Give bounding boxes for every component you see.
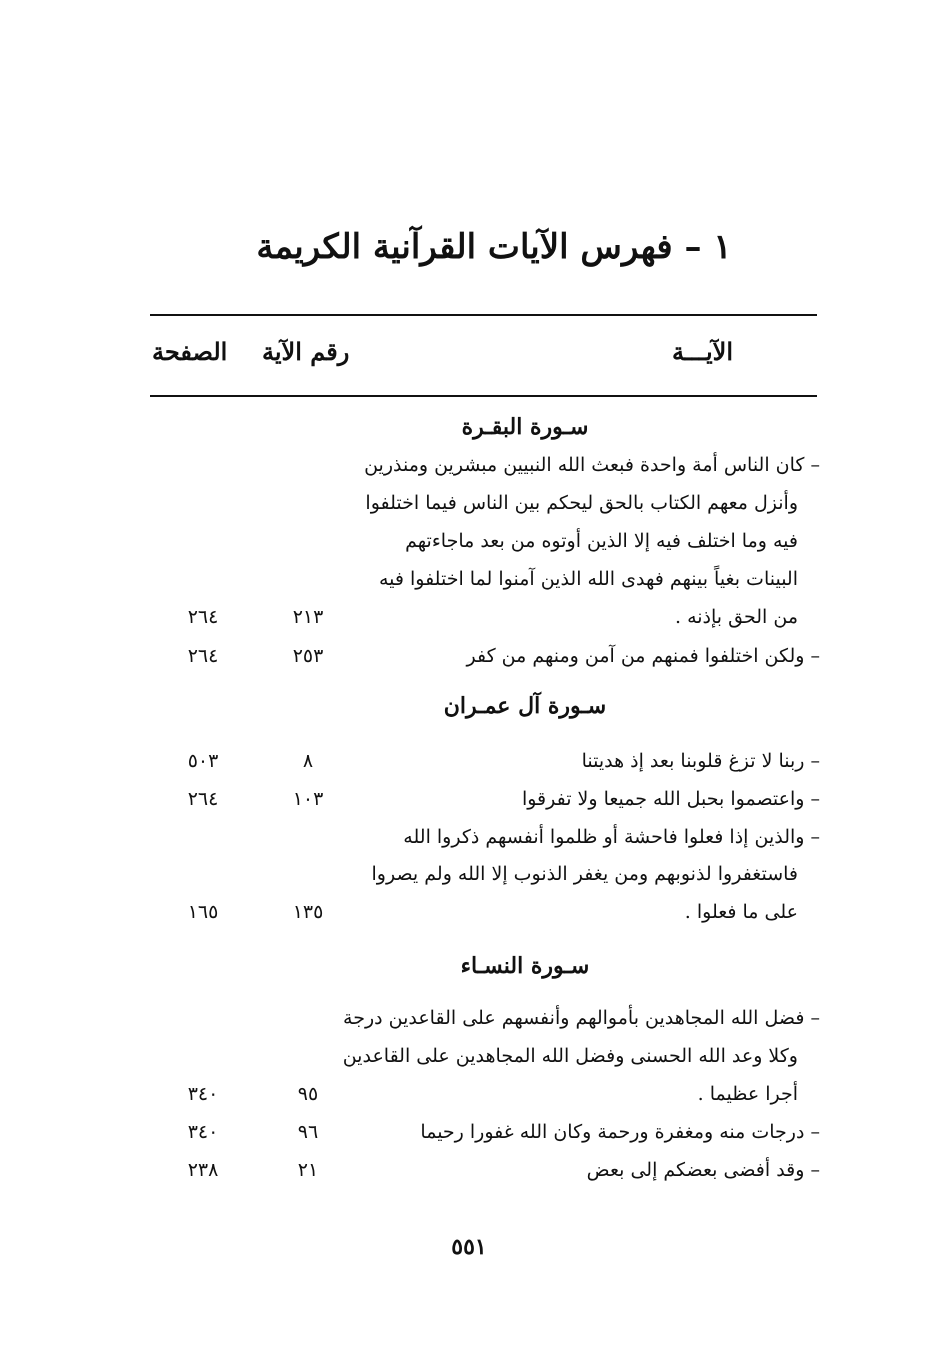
verse-line: – وقد أفضى بعضكم إلى بعض <box>360 1152 820 1188</box>
table-top-rule <box>150 314 817 316</box>
verse-number: ٩٦ <box>297 1121 319 1143</box>
column-header-page: الصفحة <box>152 337 228 366</box>
verse-line: على ما فعلوا . <box>684 901 798 923</box>
verse-line: – واعتصموا بحبل الله جميعا ولا تفرقوا <box>360 781 820 817</box>
verse-line: وأنزل معهم الكتاب بالحق ليحكم بين الناس فيما اختلفوا <box>365 492 798 514</box>
verse-line: فاستغفروا لذنوبهم ومن يغفر الذنوب إلا الله ولم يصروا <box>371 863 798 885</box>
column-header-verse: الآيـــة <box>672 337 733 366</box>
verse-number: ١٠٣ <box>292 788 324 810</box>
verse-line: – ولكن اختلفوا فمنهم من آمن ومنهم من كفر <box>360 638 820 674</box>
column-header-verse-number: رقم الآية <box>262 337 350 366</box>
surah-heading: سـورة آل عمـران <box>443 693 607 719</box>
verse-number: ٩٥ <box>297 1083 319 1105</box>
page-number: ٥٥١ <box>451 1234 487 1260</box>
verse-number: ٨ <box>302 750 314 772</box>
verse-number: ٢٥٣ <box>292 645 324 667</box>
page-reference: ٢٦٤ <box>187 606 219 628</box>
verse-number: ١٣٥ <box>292 901 324 923</box>
verse-line: أجرا عظيما . <box>697 1083 798 1105</box>
page-reference: ٢٣٨ <box>187 1159 219 1181</box>
verse-number: ٢١ <box>297 1159 319 1181</box>
verse-line: فيه وما اختلف فيه إلا الذين أوتوه من بعد ماجاءتهم <box>405 530 798 552</box>
page-reference: ١٦٥ <box>187 901 219 923</box>
verse-line: من الحق بإذنه . <box>675 606 798 628</box>
verse-line: وكلا وعد الله الحسنى وفضل الله المجاهدين على القاعدين <box>342 1045 798 1067</box>
verse-line: – كان الناس أمة واحدة فبعث الله النبيين مبشرين ومنذرين <box>360 447 820 483</box>
page-reference: ٢٦٤ <box>187 645 219 667</box>
page-reference: ٣٤٠ <box>187 1083 219 1105</box>
verse-line: – والذين إذا فعلوا فاحشة أو ظلموا أنفسهم ذكروا الله <box>360 819 820 855</box>
surah-heading: سـورة النسـاء <box>460 953 590 979</box>
verse-line: البينات بغياً بينهم فهدى الله الذين آمنوا لما اختلفوا فيه <box>378 568 798 590</box>
verse-line: – فضل الله المجاهدين بأموالهم وأنفسهم على القاعدين درجة <box>360 1000 820 1036</box>
table-header-rule <box>150 395 817 397</box>
verse-line: – درجات منه ومغفرة ورحمة وكان الله غفورا رحيما <box>360 1114 820 1150</box>
page-title: ١ – فهرس الآيات القرآنية الكريمة <box>256 227 732 267</box>
page-reference: ٢٦٤ <box>187 788 219 810</box>
page-reference: ٣٤٠ <box>187 1121 219 1143</box>
verse-line: – ربنا لا تزغ قلوبنا بعد إذ هديتنا <box>360 743 820 779</box>
page-reference: ٥٠٣ <box>187 750 219 772</box>
surah-heading: سـورة البقـرة <box>461 414 589 440</box>
verse-number: ٢١٣ <box>292 606 324 628</box>
